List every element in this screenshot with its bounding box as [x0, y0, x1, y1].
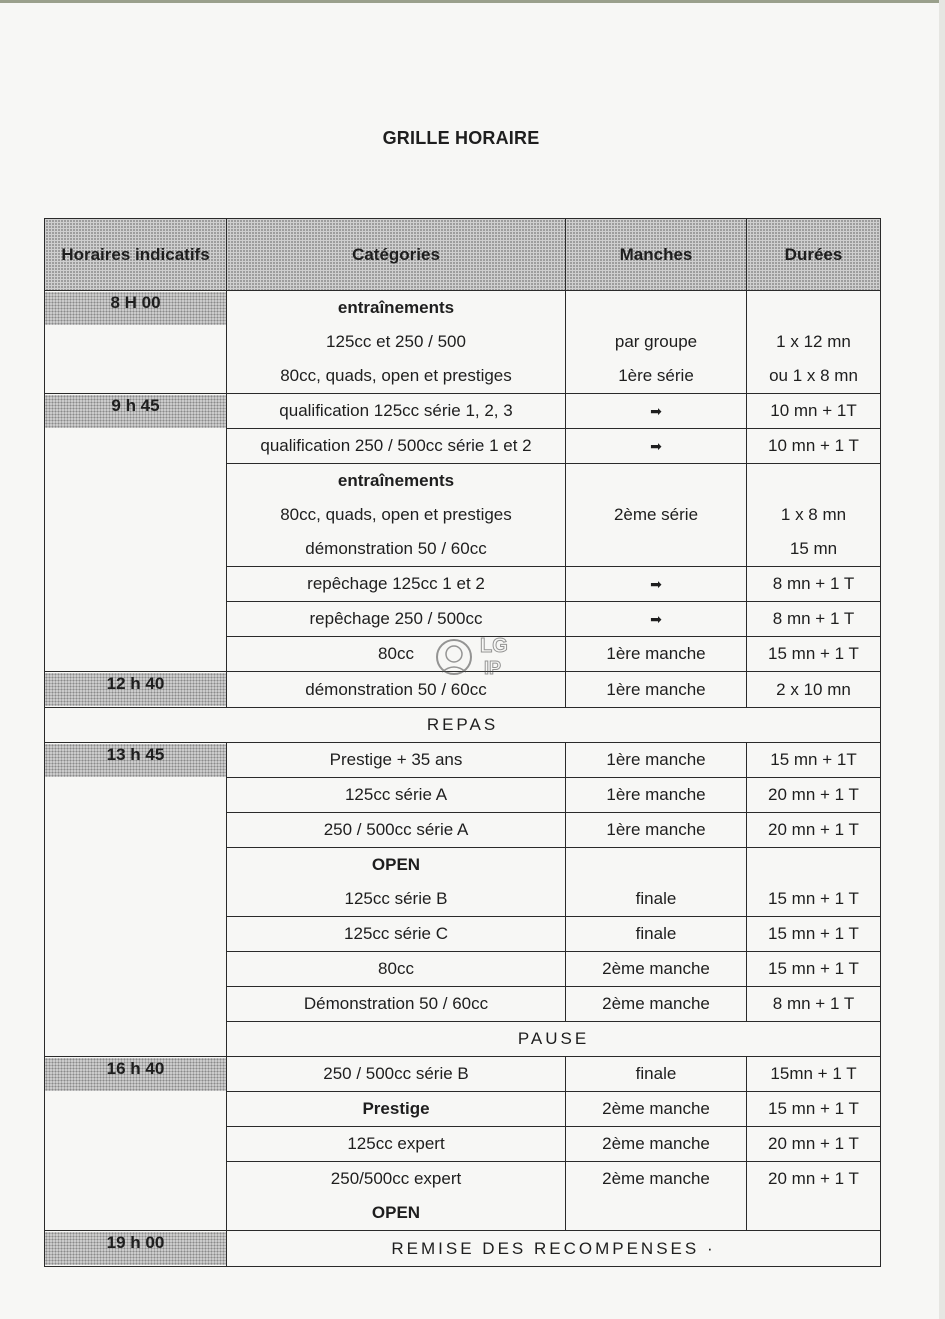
category-cell [227, 917, 566, 952]
manche-cell [566, 429, 747, 464]
category-line: démonstration 50 / 60cc [305, 679, 487, 699]
schedule-row [45, 743, 881, 778]
svg-text:LG: LG [480, 635, 508, 657]
duree-cell [747, 813, 881, 848]
duree-line [747, 291, 880, 325]
category-line: 125cc série B [344, 889, 448, 908]
category-cell [227, 1092, 566, 1127]
manche-line: ➡ [650, 611, 662, 627]
duree-cell [747, 464, 881, 567]
manche-cell [566, 394, 747, 429]
manche-line: 2ème manche [602, 1134, 710, 1153]
category-cell [227, 394, 566, 429]
category-line: Prestige + 35 ans [329, 750, 463, 769]
time-cell [45, 1231, 227, 1267]
pause-cell: PAUSE [227, 1022, 881, 1057]
svg-text:IP: IP [484, 658, 502, 678]
category-line: repêchage 250 / 500cc [309, 609, 483, 628]
category-line: 80cc, quads, open et prestiges [280, 366, 512, 385]
category-cell [227, 1127, 566, 1162]
category-line: entraînements [337, 471, 455, 490]
category-cell [227, 848, 566, 917]
manche-cell [566, 1162, 747, 1231]
duree-cell [747, 952, 881, 987]
duree-line: 10 mn + 1 T [768, 436, 859, 455]
manche-line: finale [635, 924, 677, 943]
time-cell [45, 672, 227, 708]
duree-line: 15 mn + 1 T [768, 889, 859, 908]
duree-line: 8 mn + 1 T [772, 574, 855, 593]
manche-line: 1ère manche [606, 750, 706, 769]
manche-cell [566, 291, 747, 394]
manche-line: 1ère manche [606, 785, 706, 804]
manche-line: finale [635, 1064, 677, 1083]
duree-cell [747, 1162, 881, 1231]
duree-line: 15 mn + 1T [770, 750, 857, 769]
header-row [45, 219, 881, 291]
time-label: 9 h 45 [45, 395, 226, 428]
duree-line: 20 mn + 1 T [768, 785, 859, 804]
duree-cell [747, 637, 881, 672]
category-line: 125cc et 250 / 500 [326, 332, 466, 351]
category-line: OPEN [371, 855, 421, 874]
duree-cell [747, 672, 881, 708]
category-cell [227, 813, 566, 848]
duree-cell [747, 1057, 881, 1092]
category-cell [227, 952, 566, 987]
duree-line: 8 mn + 1 T [772, 609, 855, 628]
category-line: entraînements [337, 298, 455, 317]
category-line: qualification 125cc série 1, 2, 3 [279, 401, 513, 420]
duree-cell [747, 567, 881, 602]
category-line: démonstration 50 / 60cc [305, 539, 487, 558]
manche-line: 1ère série [618, 366, 694, 385]
manche-line: 1ère manche [606, 820, 706, 839]
manche-line [566, 532, 746, 566]
duree-line: 2 x 10 mn [776, 679, 851, 699]
duree-cell [747, 1092, 881, 1127]
schedule-body [45, 291, 881, 1267]
duree-line: 15 mn [789, 539, 838, 558]
manche-line: 1ère manche [606, 644, 706, 663]
category-line: qualification 250 / 500cc série 1 et 2 [260, 436, 532, 455]
duree-cell [747, 394, 881, 429]
manche-cell [566, 1092, 747, 1127]
manche-cell [566, 637, 747, 672]
manche-line: 2ème manche [602, 1099, 710, 1118]
category-line: 250 / 500cc série B [323, 1064, 469, 1083]
duree-line: 1 x 8 mn [780, 505, 847, 524]
manche-cell [566, 952, 747, 987]
manche-line: ➡ [650, 438, 662, 454]
manche-line: finale [635, 889, 677, 908]
duree-cell [747, 848, 881, 917]
category-cell [227, 291, 566, 394]
category-cell [227, 987, 566, 1022]
manche-cell [566, 672, 747, 708]
category-cell [227, 1162, 566, 1231]
duree-cell [747, 291, 881, 394]
category-cell [227, 743, 566, 778]
duree-cell [747, 778, 881, 813]
manche-line: 2ème manche [602, 1169, 710, 1188]
page-top-edge [0, 0, 945, 3]
manche-line [566, 464, 746, 498]
time-label: 19 h 00 [45, 1232, 226, 1265]
header-categories: Catégories [227, 219, 566, 291]
duree-line: ou 1 x 8 mn [769, 366, 858, 385]
category-cell [227, 672, 566, 708]
time-label: 13 h 45 [45, 744, 226, 777]
duree-cell [747, 602, 881, 637]
time-cell [45, 394, 227, 672]
manche-line: 1ère manche [606, 679, 706, 699]
manche-line: 2ème série [613, 505, 699, 524]
schedule-row [45, 672, 881, 708]
category-line: 80cc [378, 959, 414, 978]
category-line: OPEN [371, 1203, 421, 1222]
schedule-row [45, 1057, 881, 1092]
manche-line: ➡ [650, 576, 662, 592]
manche-cell [566, 778, 747, 813]
category-cell [227, 429, 566, 464]
time-cell [45, 743, 227, 1057]
duree-line: 15 mn + 1 T [768, 924, 859, 943]
time-label: 8 H 00 [45, 292, 226, 325]
manche-line: 2ème manche [602, 994, 710, 1013]
duree-line: 20 mn + 1 T [768, 820, 859, 839]
manche-line [566, 291, 746, 325]
duree-line [747, 1196, 880, 1230]
header-manches: Manches [566, 219, 747, 291]
manche-cell [566, 602, 747, 637]
ceremony-cell: REMISE DES RECOMPENSES · [227, 1231, 881, 1267]
category-line: 250/500cc expert [330, 1169, 462, 1188]
category-line: 125cc série A [344, 785, 448, 804]
duree-cell [747, 987, 881, 1022]
duree-line: 15 mn + 1 T [768, 644, 859, 663]
schedule-table [44, 218, 881, 1267]
duree-cell [747, 1127, 881, 1162]
category-line: Prestige [362, 1099, 430, 1118]
manche-line: ➡ [650, 403, 662, 419]
category-cell [227, 637, 566, 672]
category-cell [227, 778, 566, 813]
manche-cell [566, 743, 747, 778]
category-line: Démonstration 50 / 60cc [303, 994, 489, 1013]
manche-cell [566, 848, 747, 917]
duree-line: 15 mn + 1 T [768, 1099, 859, 1118]
header-horaires: Horaires indicatifs [45, 219, 227, 291]
category-cell [227, 567, 566, 602]
duree-cell [747, 917, 881, 952]
duree-line: 10 mn + 1T [770, 401, 857, 420]
category-cell [227, 464, 566, 567]
manche-cell [566, 917, 747, 952]
category-line: 80cc [378, 644, 414, 663]
category-cell [227, 1057, 566, 1092]
category-line: repêchage 125cc 1 et 2 [307, 574, 485, 593]
manche-cell [566, 987, 747, 1022]
manche-line [566, 848, 746, 882]
repas-cell: REPAS [45, 708, 881, 743]
manche-cell [566, 464, 747, 567]
manche-cell [566, 1127, 747, 1162]
document-title: GRILLE HORAIRE [382, 128, 540, 148]
manche-line: 2ème manche [602, 959, 710, 978]
time-label: 16 h 40 [45, 1058, 226, 1091]
duree-line [747, 464, 880, 498]
duree-line: 1 x 12 mn [776, 332, 851, 351]
category-cell [227, 602, 566, 637]
manche-line: par groupe [614, 332, 698, 351]
manche-cell [566, 567, 747, 602]
header-durees: Durées [747, 219, 881, 291]
category-line: 80cc, quads, open et prestiges [280, 505, 512, 524]
duree-line [747, 848, 880, 882]
duree-cell [747, 743, 881, 778]
duree-line: 20 mn + 1 T [768, 1169, 859, 1188]
time-cell [45, 291, 227, 394]
manche-line [566, 1196, 746, 1230]
page-right-edge [939, 0, 945, 1319]
duree-cell [747, 429, 881, 464]
duree-line: 15mn + 1 T [770, 1064, 857, 1083]
schedule-row [45, 394, 881, 429]
schedule-row [45, 1231, 881, 1267]
category-line: 250 / 500cc série A [323, 820, 469, 839]
manche-cell [566, 1057, 747, 1092]
duree-line: 15 mn + 1 T [768, 959, 859, 978]
duree-line: 20 mn + 1 T [768, 1134, 859, 1153]
repas-row [45, 708, 881, 743]
schedule-row [45, 291, 881, 394]
category-line: 125cc expert [347, 1134, 445, 1153]
time-cell [45, 1057, 227, 1231]
time-label: 12 h 40 [45, 673, 226, 706]
manche-cell [566, 813, 747, 848]
duree-line: 8 mn + 1 T [772, 994, 855, 1013]
category-line: 125cc série C [344, 924, 448, 943]
